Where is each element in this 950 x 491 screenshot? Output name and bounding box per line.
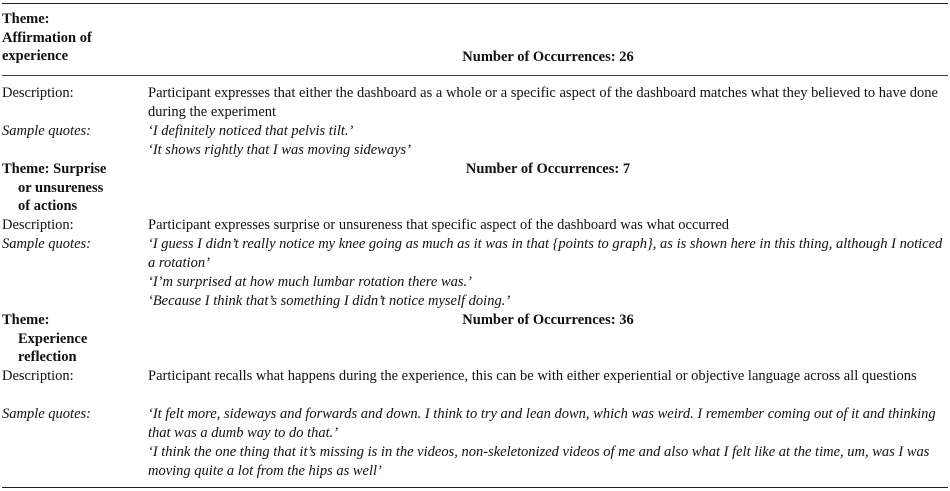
table-bottom-rule	[2, 487, 948, 488]
theme-1-quotes-label: Sample quotes:	[2, 123, 91, 139]
theme-3-count: Number of Occurrences: 36	[462, 312, 634, 328]
theme-3-description: Participant recalls what happens during the experience, this can be with either experiential or objective language across all questions	[148, 368, 917, 384]
theme-2-quote-3: ‘Because I think that’s something I didn’t notice myself doing.’	[148, 293, 511, 309]
theme-2-quote-1: ‘I guess I didn’t really notice my knee going as much as it was in that {points to graph}, as is shown here in this thing, although I noticed a rotation’	[148, 236, 943, 271]
theme-2-label-line-3: of actions	[18, 198, 78, 215]
theme-1-quote-1: ‘I definitely noticed that pelvis tilt.’	[148, 123, 354, 139]
theme-1-label-line-1: Theme:	[2, 11, 50, 27]
theme-3-label-line-2: Experience	[18, 330, 88, 347]
theme-1-label-line-2: Affirmation of	[2, 29, 92, 46]
theme-1-quote-2: ‘It shows rightly that I was moving sideways’	[148, 142, 412, 158]
theme-3-label-line-3: reflection	[18, 349, 77, 366]
theme-2-label-line-2: or unsureness	[18, 179, 104, 196]
theme-1-label	[2, 10, 132, 66]
theme-1-count: Number of Occurrences: 26	[462, 49, 634, 65]
theme-3-quotes-label: Sample quotes:	[2, 406, 91, 422]
theme-2-count: Number of Occurrences: 7	[465, 161, 631, 177]
theme-1-description: Participant expresses that either the dashboard as a whole or a specific aspect of the dashboard matches what they believed to have done during the experiment	[148, 85, 938, 120]
theme-3-description-label: Description:	[2, 368, 74, 384]
theme-3-label	[2, 311, 132, 367]
theme-2-label	[2, 160, 132, 216]
theme-3-label-line-1: Theme:	[2, 312, 50, 328]
theme-3-quote-1: ‘It felt more, sideways and forwards and down. I think to try and lean down, which was weird. I remember coming out of it and thinking that was a dumb way to do that.’	[148, 406, 936, 441]
header-rule	[2, 75, 948, 76]
theme-2-quote-2: ‘I’m surprised at how much lumbar rotation there was.’	[148, 274, 472, 290]
themes-table	[2, 0, 948, 489]
theme-2-description-label: Description:	[2, 217, 74, 233]
theme-2-description: Participant expresses surprise or unsureness that specific aspect of the dashboard was what occurred	[148, 217, 730, 233]
theme-2-quotes-label: Sample quotes:	[2, 236, 91, 252]
theme-1-description-label: Description:	[2, 85, 74, 101]
theme-2-label-line-1: Theme: Surprise	[2, 161, 107, 177]
theme-1-label-line-3: experience	[2, 48, 69, 65]
theme-3-quote-2: ‘I think the one thing that it’s missing is in the videos, non-skeletonized videos of me and also what I felt like at the time, um, was I was moving quite a lot from the hips as well’	[148, 444, 930, 479]
table-top-rule	[2, 3, 948, 4]
